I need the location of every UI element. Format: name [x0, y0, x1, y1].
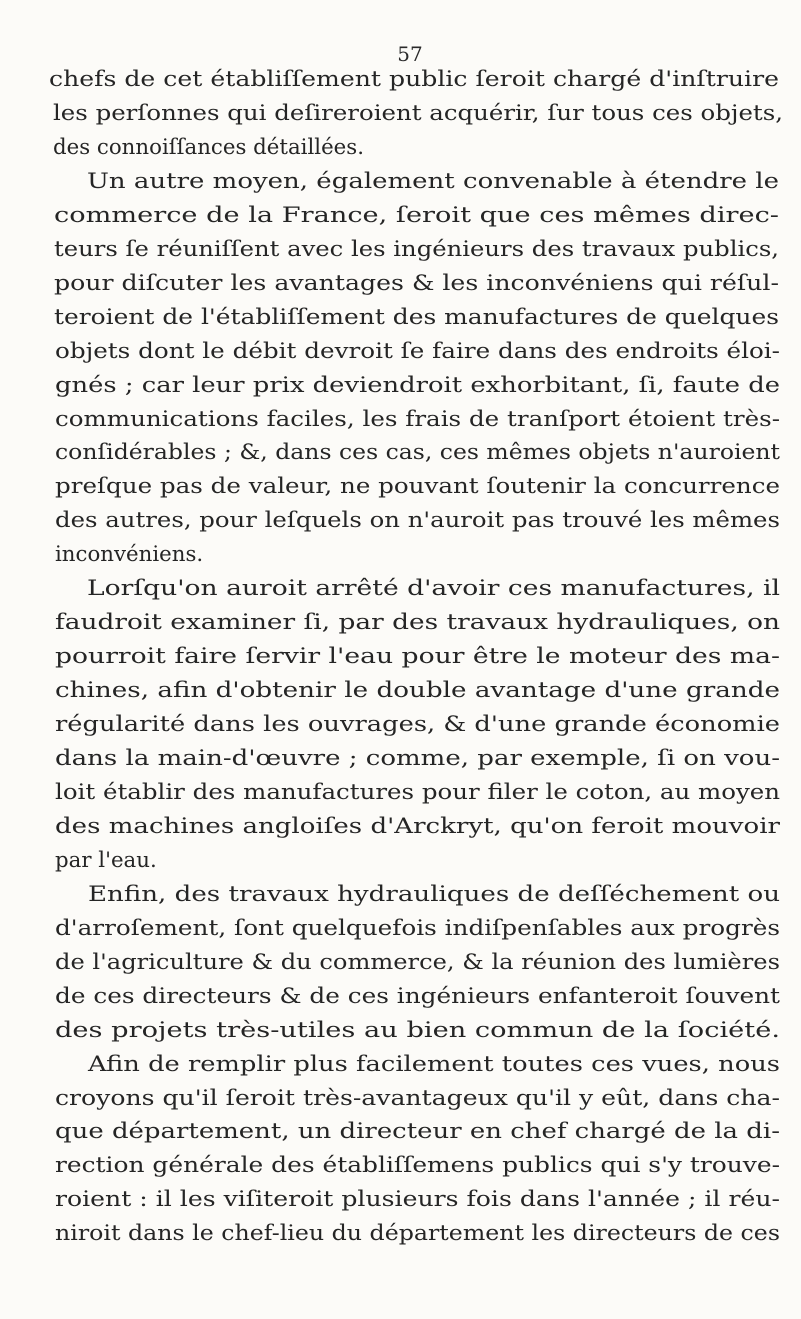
text-line: d'arroſement, ſont quelquefois indiſpenſables aux progrès: [55, 915, 781, 941]
text-line: que département, un directeur en chef chargé de la di-: [55, 1119, 780, 1145]
text-line: pourroit faire ſervir l'eau pour être le moteur des ma-: [55, 644, 781, 670]
text-line: Afin de remplir plus facilement toutes ces vues, nous: [88, 1051, 780, 1077]
text-line: chefs de cet établiſſement public ſeroit chargé d'inſtruire: [49, 67, 779, 92]
text-line: des connoiſſances détaillées.: [53, 134, 364, 160]
text-line: conſidérables ; &, dans ces cas, ces mêmes objets n'auroient: [55, 440, 781, 466]
text-line: teroient de l'établiſſement des manufactures de quelques: [54, 304, 779, 330]
text-line: les perſonnes qui deſireroient acquérir, ſur tous ces objets,: [53, 100, 784, 126]
text-line: Un autre moyen, également convenable à étendre le: [87, 168, 780, 194]
text-line: gnés ; car leur prix deviendroit exhorbitant, ſi, faute de: [55, 372, 780, 398]
text-line: loit établir des manufactures pour filer le coton, au moyen: [55, 779, 781, 805]
text-line: Enfin, des travaux hydrauliques de deſſéchement ou: [88, 881, 781, 907]
text-line: teurs ſe réuniſſent avec les ingénieurs des travaux publics,: [54, 236, 780, 262]
text-line: dans la main-d'œuvre ; comme, par exemple, ſi on vou-: [55, 746, 780, 771]
text-line: preſque pas de valeur, ne pouvant ſoutenir la concurrence: [55, 474, 780, 500]
text-line: de l'agriculture & du commerce, & la réunion des lumières: [55, 949, 780, 975]
text-line: commerce de la France, ſeroit que ces mêmes direc-: [54, 202, 780, 228]
body-text: [0, 67, 801, 1247]
text-line: des machines angloiſes d'Arckryt, qu'on feroit mouvoir: [55, 813, 780, 839]
text-line: des projets très-utiles au bien commun de la ſociété.: [55, 1017, 781, 1043]
text-line: de ces directeurs & de ces ingénieurs enfanteroit ſouvent: [55, 983, 780, 1009]
text-line: pour diſcuter les avantages & les inconvéniens qui réſul-: [54, 270, 779, 296]
text-line: objets dont le débit devroit ſe faire dans des endroits éloi-: [55, 338, 781, 364]
text-line: communications faciles, les frais de tranſport étoient très-: [55, 406, 781, 432]
text-line: des autres, pour leſquels on n'auroit pas trouvé les mêmes: [55, 508, 780, 534]
text-line: roient : il les viſiteroit plusieurs fois dans l'année ; il réu-: [55, 1187, 781, 1213]
text-line: par l'eau.: [55, 847, 157, 873]
text-line: chines, afin d'obtenir le double avantage d'une grande: [55, 678, 781, 704]
text-line: niroit dans le chef-lieu du département les directeurs de ces: [55, 1221, 780, 1247]
text-line: croyons qu'il ſeroit très-avantageux qu'il y eût, dans cha-: [55, 1085, 780, 1111]
text-line: inconvéniens.: [55, 542, 204, 568]
text-line: Lorſqu'on auroit arrêté d'avoir ces manufactures, il: [87, 576, 781, 602]
text-line: régularité dans les ouvrages, & d'une grande économie: [55, 712, 781, 738]
text-line: rection générale des établiſſemens publics qui s'y trouve-: [55, 1153, 780, 1179]
page-number: 57: [397, 42, 423, 66]
text-line: faudroit examiner ſi, par des travaux hydrauliques, on: [55, 610, 780, 636]
